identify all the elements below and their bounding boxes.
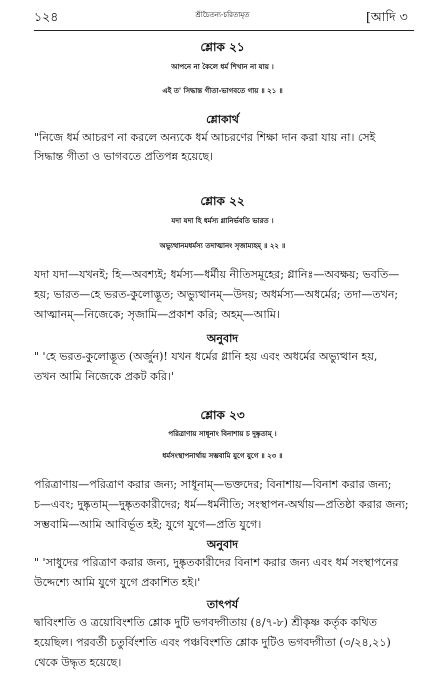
verse-22-line-1: যদা যদা হি ধর্মস্য গ্লানির্ভবতি ভারত ।	[171, 216, 274, 225]
verse-22-translation-line-1: " 'হে ভরত-কুলোদ্ভূত (অর্জুন)! যখন ধর্মের গ্লানি হয় এবং অধর্মের অভ্যুত্থান হয়,	[34, 350, 378, 363]
verse-22-synonyms-line-1: যদা যদা—যখনই; হি—অবশ্যই; ধর্মস্য—ধর্মীয় নীতিসমূহের; গ্লানিঃ—অবক্ষয়; ভবতি—	[34, 268, 400, 281]
verse-23-translation-line-1: " 'সাধুদের পরিত্রাণ করার জন্য, দুষ্কৃতকারীদের বিনাশ করার জন্য এবং ধর্ম সংস্থাপনের	[34, 556, 399, 569]
verse-22-translation-heading: অনুবাদ	[206, 332, 239, 345]
verse-23-line-2: ধর্মসংস্থাপনার্থায় সম্ভবামি যুগে যুগে ॥ ২৩ ॥	[162, 451, 283, 460]
verse-23-synonyms-line-3: সম্ভবামি—আমি আবির্ভূত হই; যুগে যুগে—প্রতি যুগে।	[34, 518, 262, 531]
running-title: শ্রীচৈতন্য-চরিতামৃত	[195, 11, 250, 19]
verse-23-translation-line-2: উদ্দেশ্যে আমি যুগে যুগে প্রকাশিত হই।'	[34, 576, 201, 589]
verse-22-translation-line-2: তখন আমি নিজেকে প্রকট করি।'	[34, 370, 174, 383]
header-rule	[34, 30, 414, 31]
verse-23-translation-heading: অনুবাদ	[206, 538, 239, 551]
purport-line-2: হয়েছিল। পরবর্তী চতুর্বিংশতি এবং পঞ্চবিংশতি শ্লোক দুটিও ভগবদ্গীতা (৩/২৪,২১)	[34, 636, 391, 649]
verse-23-synonyms-line-2: চ—এবং; দুষ্কৃতাম্‌—দুষ্কৃতকারীদের; ধর্ম—ধর্মনীতি; সংস্থাপন-অর্থায়—প্রতিষ্ঠা করার জন্য;	[34, 498, 409, 511]
verse-21-line-1: আপনে না কৈলে ধর্ম শিখান না যায় ।	[171, 62, 274, 71]
verse-21-meaning-line-2: সিদ্ধান্ত গীতা ও ভাগবতে প্রতিপন্ন হয়েছে।	[34, 150, 214, 163]
verse-22-heading: শ্লোক ২২	[200, 194, 245, 208]
verse-22-synonyms-line-3: আত্মানম্‌—নিজেকে; সৃজামি—প্রকাশ করি; অহম্‌—আমি।	[34, 308, 280, 321]
verse-23-line-1: পরিত্রাণায় সাধূনাং বিনাশায় চ দুষ্কৃতাম্‌ ।	[168, 429, 277, 438]
purport-heading: তাৎপর্য	[206, 598, 239, 611]
verse-21-heading: শ্লোক ২১	[200, 40, 245, 54]
purport-line-3: থেকে উদ্ধৃত হয়েছে।	[34, 656, 122, 669]
purport-line-1: দ্বাবিংশতি ও ত্রয়োবিংশতি শ্লোক দুটি ভগবদ্গীতায় (৪/৭-৮) শ্রীকৃষ্ণ কর্তৃক কথিত	[34, 616, 377, 629]
page-number: ১২৪	[34, 9, 59, 24]
verse-23-synonyms-line-1: পরিত্রাণায়—পরিত্রাণ করার জন্য; সাধূনাম্‌—ভক্তদের; বিনাশায়—বিনাশ করার জন্য;	[34, 478, 392, 491]
verse-21-line-2: এই ত' সিদ্ধান্ত গীতা-ভাগবতে গায় ॥ ২১ ॥	[162, 86, 283, 95]
section-label: [আদি ৩	[366, 9, 408, 24]
verse-21-meaning-line-1: "নিজে ধর্ম আচরণ না করলে অন্যকে ধর্ম আচরণের শিক্ষা দান করা যায় না। সেই	[34, 131, 376, 144]
verse-22-synonyms-line-2: হয়; ভারত—হে ভরত-কুলোদ্ভূত; অভ্যুত্থানম্‌—উদয়; অধর্মস্য—অধর্মের; তদা—তখন;	[34, 288, 399, 301]
verse-21-meaning-heading: শ্লোকার্থ	[206, 113, 239, 126]
verse-23-heading: শ্লোক ২৩	[200, 408, 245, 422]
verse-22-line-2: অভ্যুত্থানমধর্মস্য তদাত্মানং সৃজাম্যহম্‌ ॥ ২২ ॥	[159, 241, 286, 250]
